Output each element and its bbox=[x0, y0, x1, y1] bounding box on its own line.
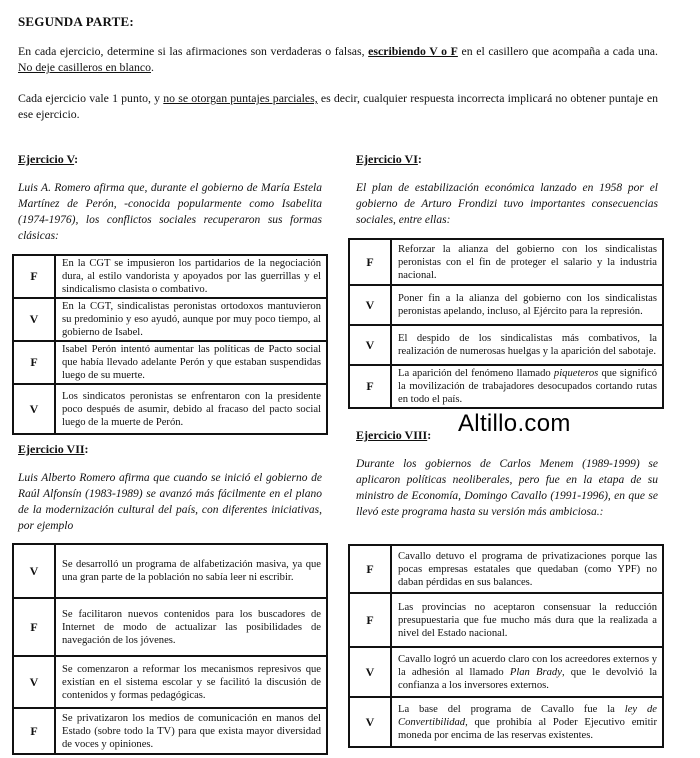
exercise-v-statement: Luis A. Romero afirma que, durante el gobierno de María Estela Martínez de Perón, -conocida popularmente como Isabelita (1974-1976), los conflictos sociales recuperaron sus formas clásicas: bbox=[18, 182, 322, 242]
exercise-vi-statement: El plan de estabilización económica lanzado en 1958 por el gobierno de Arturo Frondizi tuvo importantes consecuencias sociales, entre ellas: bbox=[356, 182, 658, 226]
answer-row bbox=[349, 365, 663, 408]
exercise-viii-heading bbox=[356, 428, 431, 443]
answer-statement: Se comenzaron a reformar los mecanismos represivos que existían en el sistema escolar y se facilitó la discusión de contenidos y formas pedagógicas. bbox=[55, 656, 327, 708]
answer-statement: Se desarrolló un programa de alfabetización masiva, ya que una gran parte de la población no sabía leer ni escribir. bbox=[55, 544, 327, 598]
answer-row bbox=[13, 598, 327, 656]
exercise-vii-answers bbox=[12, 543, 328, 755]
answer-row bbox=[13, 708, 327, 754]
answer-row bbox=[13, 255, 327, 298]
answer-text: La base del programa de Cavallo fue la bbox=[398, 703, 625, 715]
exercise-heading-colon: : bbox=[417, 152, 422, 166]
answer-row bbox=[13, 544, 327, 598]
answer-mark[interactable]: F bbox=[13, 255, 55, 298]
instructions-emphasis: escribiendo V o F bbox=[368, 44, 458, 58]
answer-row bbox=[349, 325, 663, 365]
answer-text: que significó la movilización de trabajadores desocupados cortando rutas en todo el país. bbox=[398, 368, 657, 405]
answer-mark[interactable]: V bbox=[349, 647, 391, 697]
answer-mark[interactable]: V bbox=[13, 656, 55, 708]
answer-statement: El despido de los sindicalistas más combativos, la realización de numerosas huelgas y la aparición del sabotaje. bbox=[391, 325, 663, 365]
answer-row bbox=[349, 285, 663, 325]
instructions-paragraph bbox=[18, 43, 658, 75]
answer-row bbox=[349, 545, 663, 593]
exercise-heading-colon: : bbox=[74, 152, 79, 166]
instructions-text: . bbox=[151, 60, 154, 74]
exercise-vi-heading bbox=[356, 152, 422, 167]
answer-text: , que prohibía al Poder Ejecutivo emitir moneda por encima de las reservas existentes. bbox=[398, 716, 657, 741]
answer-text: La aparición del fenómeno llamado bbox=[398, 368, 554, 379]
answer-statement bbox=[391, 647, 663, 697]
answer-mark[interactable]: F bbox=[13, 708, 55, 754]
exercise-vii-heading bbox=[18, 442, 89, 457]
answer-mark[interactable]: V bbox=[13, 544, 55, 598]
answer-statement: Cavallo detuvo el programa de privatizaciones porque las pocas empresas estatales que quedaban (como YPF) no daban pérdidas en sus balances. bbox=[391, 545, 663, 593]
answer-statement: Isabel Perón intentó aumentar las políticas de Pacto social que había llevado adelante Perón y que estaban suspendidas luego de su muerte. bbox=[55, 341, 327, 384]
answer-statement: Reforzar la alianza del gobierno con los sindicalistas peronistas con el fin de proteger el salario y la industria nacional. bbox=[391, 239, 663, 285]
answer-term: ley de Convertibilidad bbox=[398, 703, 657, 728]
answer-row bbox=[13, 656, 327, 708]
answer-mark[interactable]: V bbox=[349, 325, 391, 365]
exercise-vi-answers bbox=[348, 238, 664, 409]
answer-term: Plan Brady bbox=[509, 666, 562, 678]
answer-text: Cavallo logró un acuerdo claro con los acreedores externos y la adhesión al llamado bbox=[398, 653, 657, 678]
answer-mark[interactable]: F bbox=[349, 545, 391, 593]
answer-row bbox=[13, 384, 327, 434]
answer-mark[interactable]: F bbox=[13, 598, 55, 656]
scoring-paragraph bbox=[18, 90, 658, 122]
answer-statement: Las provincias no aceptaron consensuar la reducción presupuestaria que fue mucho más dura que la realizada a nivel del Estado nacional. bbox=[391, 593, 663, 647]
exercise-v-answers bbox=[12, 254, 328, 435]
exercise-vii-statement: Luis Alberto Romero afirma que cuando se inició el gobierno de Raúl Alfonsín (1983-1989) se avanzó más fácilmente en el plano de la modernización cultural del país, con diferentes iniciativas, por ejemplo bbox=[18, 472, 322, 532]
exercise-heading-label: Ejercicio VIII bbox=[356, 428, 428, 442]
answer-mark[interactable]: F bbox=[349, 593, 391, 647]
answer-mark[interactable]: F bbox=[349, 365, 391, 408]
answer-row bbox=[13, 341, 327, 384]
answer-statement bbox=[391, 365, 663, 408]
answer-statement: En la CGT, sindicalistas peronistas ortodoxos mantuvieron su predominio y eso ayudó, aunque por muy poco tiempo, al gobierno de Isabel. bbox=[55, 298, 327, 341]
answer-row bbox=[349, 697, 663, 747]
exercise-viii-statement: Durante los gobiernos de Carlos Menem (1989-1999) se aplicaron políticas neoliberales, pero fue en la etapa de su ministro de Economía, Domingo Cavallo (1991-1996), en que se llevó este programa hasta su versión más ambiciosa.: bbox=[356, 458, 658, 518]
exercise-viii-answers bbox=[348, 544, 664, 748]
answer-statement: Se facilitaron nuevos contenidos para los buscadores de Internet de modo de actualizar las posibilidades de navegación de los jóvenes. bbox=[55, 598, 327, 656]
instructions-text: En cada ejercicio, determine si las afirmaciones son verdaderas o falsas, bbox=[18, 44, 369, 58]
exercise-v-heading bbox=[18, 152, 78, 167]
exercise-heading-label: Ejercicio VII bbox=[18, 442, 85, 456]
instructions-text: en el casillero que acompaña a cada una. bbox=[457, 44, 658, 58]
section-title: SEGUNDA PARTE: bbox=[18, 14, 134, 29]
answer-mark[interactable]: V bbox=[13, 384, 55, 434]
answer-mark[interactable]: F bbox=[13, 341, 55, 384]
answer-statement: Los sindicatos peronistas se enfrentaron con la presidente poco después de asumir, debido al fracaso del pacto social luego de la muerte de Perón. bbox=[55, 384, 327, 434]
watermark-logo: Altillo.com bbox=[458, 410, 571, 437]
answer-row bbox=[349, 593, 663, 647]
scoring-emphasis: no se otorgan puntajes parciales, bbox=[163, 91, 318, 105]
answer-statement: Se privatizaron los medios de comunicación en manos del Estado (sobre todo la TV) para que exista mayor diversidad de voces y opiniones. bbox=[55, 708, 327, 754]
exercise-heading-label: Ejercicio V bbox=[18, 152, 75, 166]
answer-mark[interactable]: V bbox=[349, 697, 391, 747]
exercise-heading-label: Ejercicio VI bbox=[356, 152, 418, 166]
answer-mark[interactable]: F bbox=[349, 239, 391, 285]
answer-statement bbox=[391, 697, 663, 747]
answer-text: , que le devolvió la confianza a los inversores externos. bbox=[398, 666, 658, 691]
answer-row bbox=[349, 647, 663, 697]
answer-statement: En la CGT se impusieron los partidarios de la negociación dura, al estilo vandorista y apoyados por las guerrillas y el sindicalismo clasista o combativo. bbox=[55, 255, 327, 298]
exercise-heading-colon: : bbox=[427, 428, 432, 442]
answer-mark[interactable]: V bbox=[349, 285, 391, 325]
instructions-emphasis: No deje casilleros en blanco bbox=[18, 60, 151, 74]
scoring-text: es decir, cualquier respuesta incorrecta implicará no obtener puntaje en ese ejercicio. bbox=[18, 91, 658, 121]
exercise-heading-colon: : bbox=[84, 442, 89, 456]
scoring-text: Cada ejercicio vale 1 punto, y bbox=[18, 91, 164, 105]
answer-term: piqueteros bbox=[553, 368, 599, 379]
answer-mark[interactable]: V bbox=[13, 298, 55, 341]
answer-row bbox=[13, 298, 327, 341]
answer-row bbox=[349, 239, 663, 285]
answer-statement: Poner fin a la alianza del gobierno con los sindicalistas peronistas apelando, incluso, al Ejército para la represión. bbox=[391, 285, 663, 325]
